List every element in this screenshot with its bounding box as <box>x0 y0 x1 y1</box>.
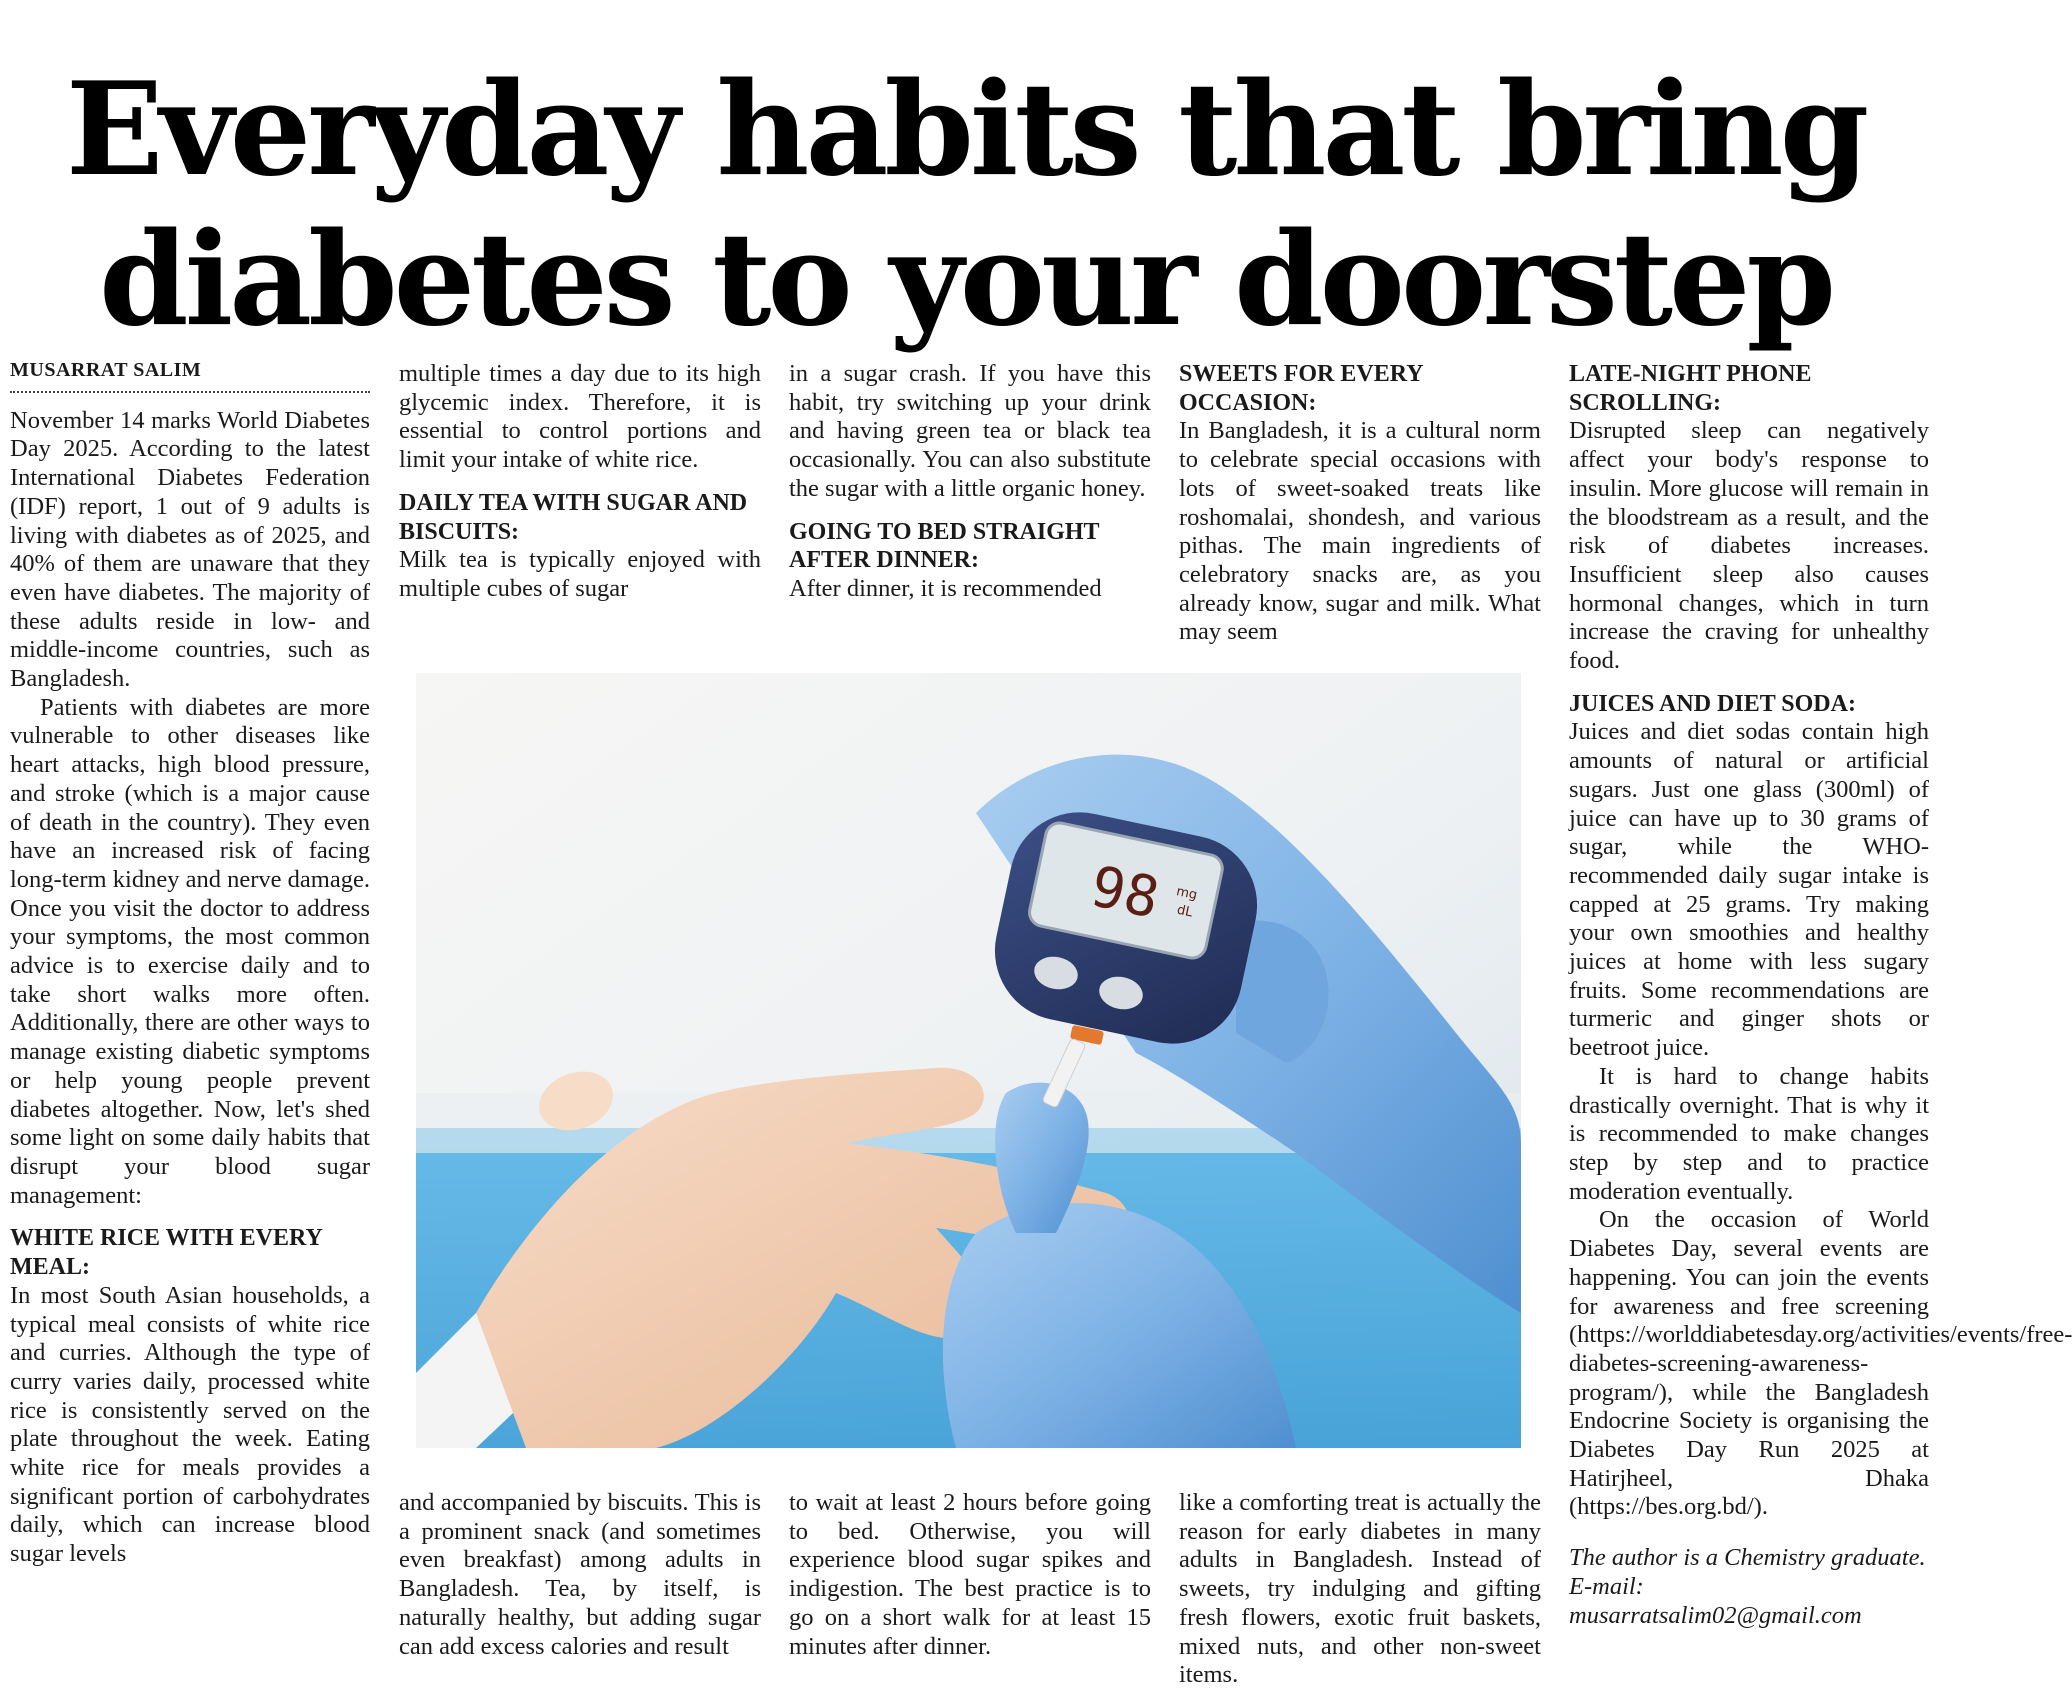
column-4-top <box>1179 360 1541 647</box>
section-heading-scrolling: LATE-NIGHT PHONE SCROLLING: <box>1569 361 1812 416</box>
paragraph: multiple times a day due to its high glycemic index. Therefore, it is essential to control portions and limit your intake of white rice. <box>399 360 761 474</box>
meter-reading: 98 <box>1085 854 1165 932</box>
paragraph: On the occasion of World Diabetes Day, several events are happening. You can join the events for awareness and free screening (https://worlddiabetesday.org/activities/events/free-diabetes-screening-awareness-program/), while the Bangladesh Endocrine Society is organising the Diabetes Day Run 2025 at Hatirjheel, Dhaka (https://bes.org.bd/). <box>1569 1206 2072 1521</box>
meter-unit-bottom: dL <box>1175 902 1194 921</box>
paragraph: It is hard to change habits drastically overnight. That is why it is recommended to make changes step by step and to practice moderation eventually. <box>1569 1062 1929 1205</box>
paragraph: In most South Asian households, a typical meal consists of white rice and curries. Although the type of curry varies daily, processed white rice is consistently served on the plate throughout the week. Eating white rice for meals provides a significant portion of carbohydrates daily, which can increase blood sugar levels <box>10 1281 370 1568</box>
headline-line-2: diabetes to your doorstep <box>99 205 1832 355</box>
byline: MUSARRAT SALIM <box>10 356 370 393</box>
author-note: The author is a Chemistry graduate. E-mail: musarratsalim02@gmail.com <box>1569 1544 1926 1629</box>
glucose-test-photo <box>416 673 1521 1448</box>
column-3-top <box>789 360 1151 604</box>
section-heading-sweets: SWEETS FOR EVERY OCCASION: <box>1179 361 1423 416</box>
column-3-bottom <box>789 1489 1151 1661</box>
paragraph: Disrupted sleep can negatively affect your body's response to insulin. More glucose will remain in the bloodstream as a result, and the risk of diabetes increases. Insufficient sleep also causes hormonal changes, which in turn increase the craving for unhealthy food. <box>1569 417 1929 675</box>
headline-line-1: Everyday habits that bring <box>65 55 1866 205</box>
column-1 <box>10 356 370 1569</box>
paragraph: like a comforting treat is actually the reason for early diabetes in many adults in Bangladesh. Instead of sweets, try indulging and gifting fresh flowers, exotic fruit baskets, mixed nuts, and other non-sweet items. <box>1179 1489 1541 1689</box>
paragraph: Patients with diabetes are more vulnerable to other diseases like heart attacks, high blood pressure, and stroke (which is a major cause of death in the country). They even have an increased risk of facing long-term kidney and nerve damage. Once you visit the doctor to address your symptoms, the most common advice is to exercise daily and to take short walks more often. Additionally, there are other ways to manage existing diabetic symptoms or help young people prevent diabetes altogether. Now, let's shed some light on some daily habits that disrupt your blood sugar management: <box>10 693 370 1209</box>
paragraph: Milk tea is typically enjoyed with multiple cubes of sugar <box>399 546 761 602</box>
column-2-bottom <box>399 1489 761 1661</box>
paragraph: After dinner, it is recommended <box>789 574 1102 602</box>
paragraph: In Bangladesh, it is a cultural norm to celebrate special occasions with lots of sweet-soaked treats like roshomalai, shondesh, and various pithas. The main ingredients of celebratory snacks are, as you already know, sugar and milk. What may seem <box>1179 417 1541 646</box>
paragraph: and accompanied by biscuits. This is a prominent snack (and sometimes even breakfast) among adults in Bangladesh. Tea, by itself, is naturally healthy, but adding sugar can add excess calories and result <box>399 1489 761 1660</box>
section-heading-juices: JUICES AND DIET SODA: <box>1569 690 1856 717</box>
meter-unit-top: mg <box>1174 884 1199 904</box>
column-2-top <box>399 360 761 604</box>
paragraph: November 14 marks World Diabetes Day 2025. According to the latest International Diabetes Federation (IDF) report, 1 out of 9 adults is living with diabetes as of 2025, and 40% of them are unaware that they even have diabetes. The majority of these adults reside in low- and middle-income countries, such as Bangladesh. <box>10 406 370 693</box>
section-heading-white-rice: WHITE RICE WITH EVERY MEAL: <box>10 1225 322 1281</box>
column-4-bottom <box>1179 1489 1541 1690</box>
paragraph: to wait at least 2 hours before going to bed. Otherwise, you will experience blood sugar spikes and indigestion. The best practice is to go on a short walk for at least 15 minutes after dinner. <box>789 1489 1151 1660</box>
paragraph: Juices and diet sodas contain high amounts of natural or artificial sugars. Just one glass (300ml) of juice can have up to 30 grams of sugar, while the WHO-recommended daily sugar intake is capped at 25 grams. Try making your own smoothies and healthy juices at home with less sugary fruits. Some recommendations are turmeric and ginger shots or beetroot juice. <box>1569 718 1929 1062</box>
column-5 <box>1569 360 2072 1630</box>
section-heading-bed: GOING TO BED STRAIGHT AFTER DINNER: <box>789 518 1100 574</box>
section-heading-tea: DAILY TEA WITH SUGAR AND BISCUITS: <box>399 489 748 545</box>
paragraph: in a sugar crash. If you have this habit, try switching up your drink and having green tea or black tea occasionally. You can also substitute the sugar with a little organic honey. <box>789 360 1151 502</box>
headline <box>0 55 1931 355</box>
